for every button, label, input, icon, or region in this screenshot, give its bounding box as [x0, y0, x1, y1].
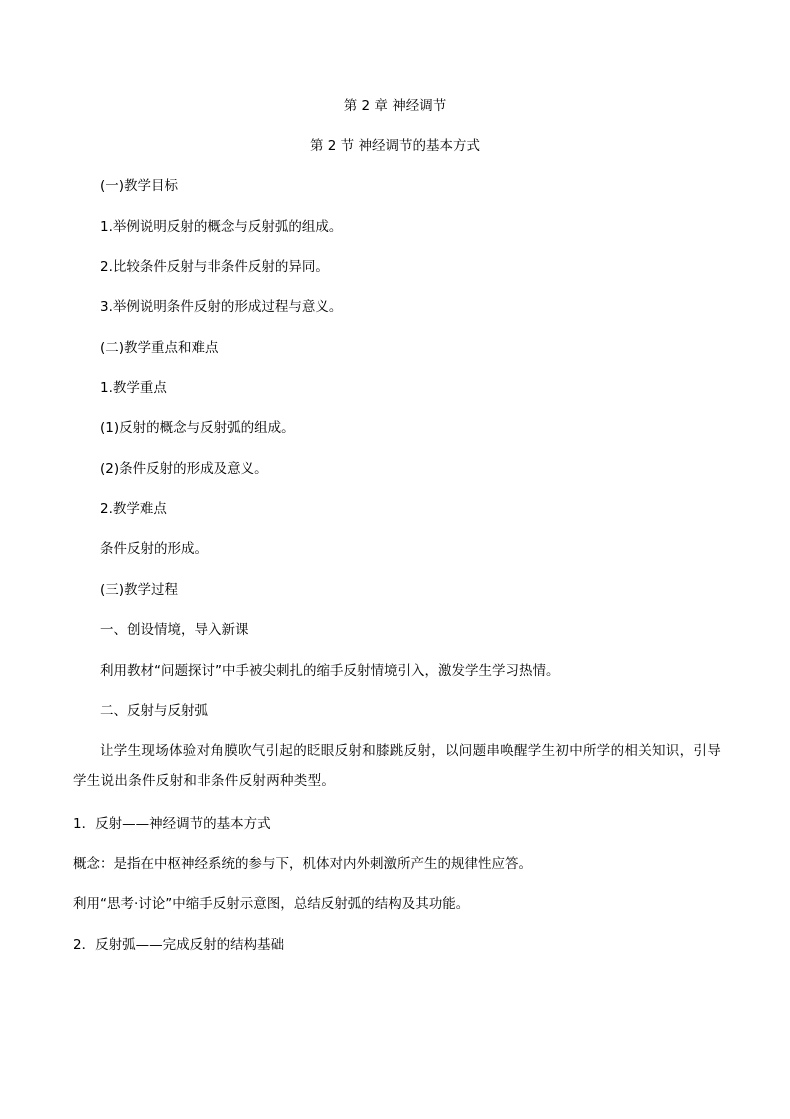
subheading-key-points: 1.教学重点 [100, 380, 167, 396]
difficulty-item: 条件反射的形成。 [100, 541, 208, 557]
process-step-text: 利用教材“问题探讨”中手被尖刺扎的缩手反射情境引入，激发学生学习热情。 [100, 663, 560, 679]
section-title: 第 2 节 神经调节的基本方式 [310, 138, 480, 154]
key-point-item: (2)条件反射的形成及意义。 [100, 461, 268, 477]
definition-text: 概念：是指在中枢神经系统的参与下，机体对内外刺激所产生的规律性应答。 [73, 856, 532, 872]
subsection-heading: 2．反射弧——完成反射的结构基础 [73, 937, 285, 953]
heading-key-points: (二)教学重点和难点 [100, 340, 219, 356]
process-step-heading: 二、反射与反射弧 [100, 703, 208, 719]
body-paragraph: 让学生现场体验对角膜吹气引起的眨眼反射和膝跳反射，以问题串唤醒学生初中所学的相关知识，引导学生说出条件反射和非条件反射两种类型。 [73, 743, 721, 789]
body-text: 利用“思考·讨论”中缩手反射示意图，总结反射弧的结构及其功能。 [73, 896, 470, 912]
heading-process: (三)教学过程 [100, 582, 179, 598]
key-point-item: (1)反射的概念与反射弧的组成。 [100, 420, 295, 436]
subsection-heading: 1．反射——神经调节的基本方式 [73, 816, 271, 832]
process-step-heading: 一、创设情境，导入新课 [100, 622, 249, 638]
heading-objectives: (一)教学目标 [100, 178, 179, 194]
objective-item: 1.举例说明反射的概念与反射弧的组成。 [100, 219, 343, 235]
objective-item: 2.比较条件反射与非条件反射的异同。 [100, 259, 329, 275]
chapter-title: 第 2 章 神经调节 [343, 98, 447, 114]
subheading-difficulties: 2.教学难点 [100, 501, 167, 517]
objective-item: 3.举例说明条件反射的形成过程与意义。 [100, 299, 343, 315]
